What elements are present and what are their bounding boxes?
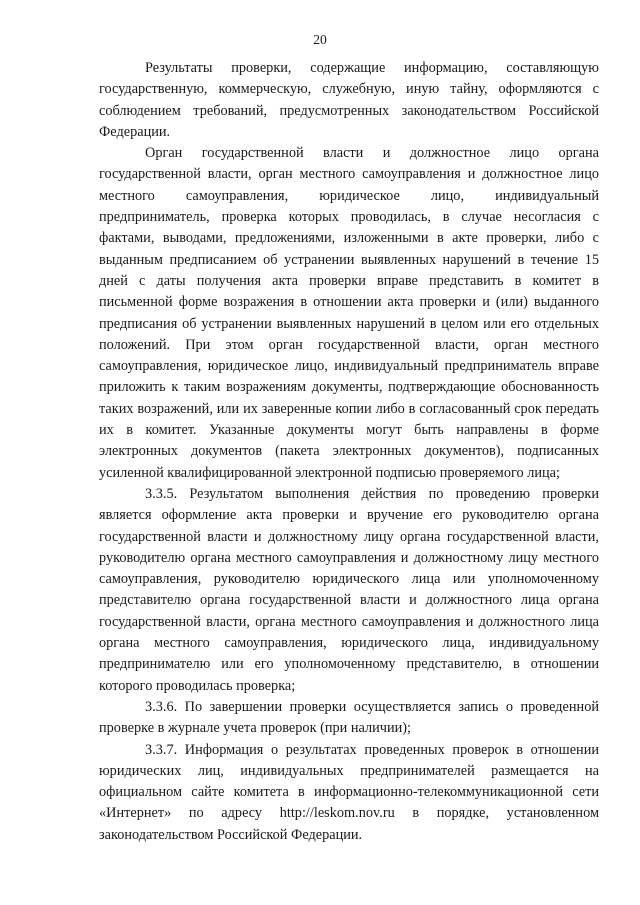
paragraph-3-3-6: 3.3.6. По завершении проверки осуществляется запись о проведенной проверке в журнале учета проверок (при наличии); <box>99 698 599 737</box>
paragraph-objections: Орган государственной власти и должностное лицо органа государственной власти, орган местного самоуправления и должностное лицо местного самоуправления, юридическое лицо, индивидуальный предприниматель, проверка которых проводилась, в случае несогласия с фактами, выводами, предложениями, изложенными в акте проверки, либо с выданным предписанием об устранении выявленных нарушений в течение 15 дней с даты получения акта проверки вправе представить в комитет в письменной форме возражения в отношении акта проверки и (или) выданного предписания об устранении выявленных нарушений в целом или его отдельных положений. При этом орган государственной власти, орган местного самоуправления, юридическое лицо, индивидуальный предприниматель вправе приложить к таким возражениям документы, подтверждающие обоснованность таких возражений, или их заверенные копии либо в согласованный срок передать их в комитет. Указанные документы могут быть направлены в форме электронных документов (пакета электронных документов), подписанных усиленной квалифицированной электронной подписью проверяемого лица; <box>99 145 599 481</box>
paragraph-confidential-results: Результаты проверки, содержащие информацию, составляющую государственную, коммерческую, служебную, иную тайну, оформляются с соблюдением требований, предусмотренных законодательством Российской Федерации. <box>99 60 599 140</box>
paragraph-3-3-7: 3.3.7. Информация о результатах проведенных проверок в отношении юридических лиц, индивидуальных предпринимателей размещается на официальном сайте комитета в информационно-телекоммуникационной сети «Интернет» по адресу http://leskom.nov.ru в порядке, установленном законодательством Российской Федерации. <box>99 741 599 843</box>
page-number: 20 <box>313 32 327 47</box>
document-body <box>99 58 599 846</box>
paragraph-3-3-5: 3.3.5. Результатом выполнения действия по проведению проверки является оформление акта проверки и вручение его руководителю органа государственной власти и должностному лицу органа государственной власти, руководителю органа местного самоуправления и должностному лицу местного самоуправления, руководителю юридического лица или уполномоченному представителю органа государственной власти и должностного лица органа государственной власти, органа местного самоуправления и должностного лица органа местного самоуправления, юридического лица, индивидуальному предпринимателю или его уполномоченному представителю, в отношении которого проводилась проверка; <box>99 485 599 694</box>
